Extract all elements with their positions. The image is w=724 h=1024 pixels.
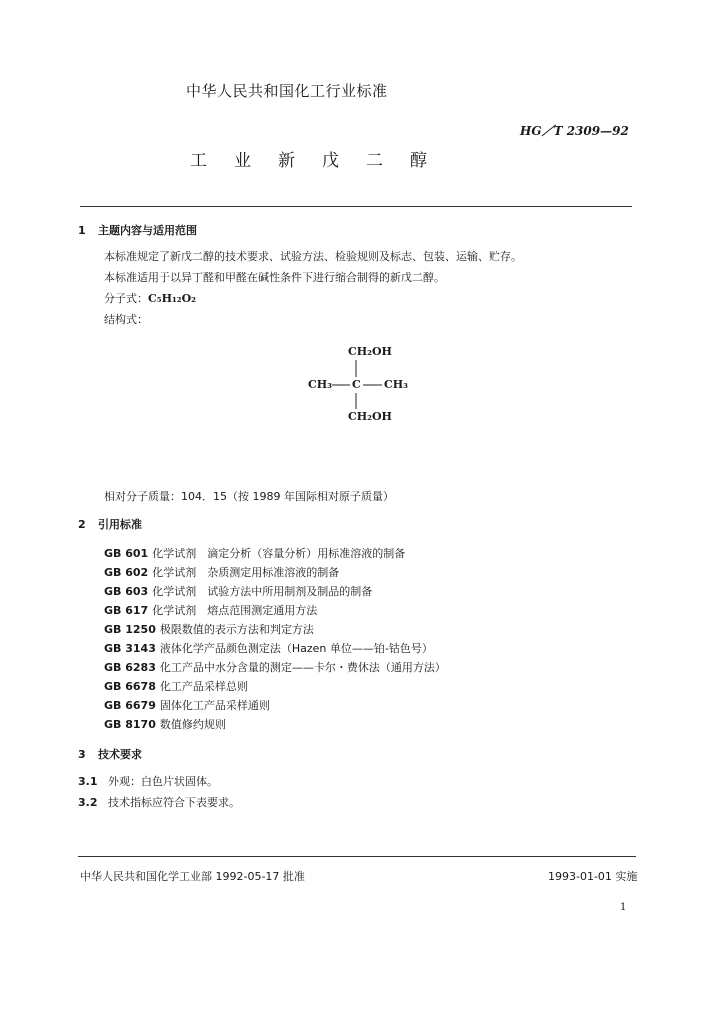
section-number: 3 bbox=[78, 748, 86, 761]
section-title: 引用标准 bbox=[98, 518, 142, 531]
reference-item bbox=[104, 564, 339, 580]
scope-paragraph-2: 本标准适用于以异丁醛和甲醛在碱性条件下进行缩合制得的新戊二醇。 bbox=[104, 271, 445, 284]
reference-title: 化工产品采样总则 bbox=[159, 680, 248, 693]
reference-code: GB 1250 bbox=[104, 623, 156, 636]
clause-number: 3.1 bbox=[78, 775, 98, 788]
clause-text: 外观：白色片状固体。 bbox=[108, 775, 218, 788]
structural-formula bbox=[300, 340, 420, 430]
scope-paragraph-1: 本标准规定了新戊二醇的技术要求、试验方法、检验规则及标志、包装、运输、贮存。 bbox=[104, 250, 522, 263]
reference-title: 化学试剂 滴定分析（容量分析）用标准溶液的制备 bbox=[152, 547, 406, 560]
reference-code: GB 6679 bbox=[104, 699, 156, 712]
top-divider bbox=[80, 206, 632, 207]
section-title: 技术要求 bbox=[98, 748, 142, 761]
reference-title: 化工产品中水分含量的测定——卡尔・费休法（通用方法） bbox=[159, 661, 446, 674]
footer-divider bbox=[78, 856, 636, 857]
formula-label: 分子式： bbox=[104, 292, 148, 305]
relative-molecular-mass: 相对分子质量：104．15（按 1989 年国际相对原子质量） bbox=[104, 490, 394, 503]
structure-top-group: CH₂OH bbox=[348, 345, 392, 358]
reference-item bbox=[104, 678, 248, 694]
section-number: 1 bbox=[78, 224, 86, 237]
reference-title: 化学试剂 熔点范围测定通用方法 bbox=[152, 604, 318, 617]
reference-code: GB 6283 bbox=[104, 661, 156, 674]
structure-label: 结构式： bbox=[104, 313, 148, 326]
standard-org-title: 中华人民共和国化工行业标准 bbox=[186, 82, 388, 100]
section-number: 2 bbox=[78, 518, 86, 531]
reference-item bbox=[104, 640, 433, 656]
molecular-formula bbox=[104, 290, 196, 306]
approval-line: 中华人民共和国化学工业部 1992-05-17 批准 bbox=[80, 870, 305, 883]
reference-code: GB 603 bbox=[104, 585, 149, 598]
reference-item bbox=[104, 583, 372, 599]
implementation-date: 1993-01-01 实施 bbox=[548, 870, 638, 883]
structure-right-group: CH₃ bbox=[384, 378, 408, 391]
structure-bonds bbox=[300, 340, 420, 430]
structure-left-group: CH₃ bbox=[308, 378, 332, 391]
section-title: 主题内容与适用范围 bbox=[98, 224, 197, 237]
reference-title: 化学试剂 杂质测定用标准溶液的制备 bbox=[152, 566, 340, 579]
clause-text: 技术指标应符合下表要求。 bbox=[108, 796, 240, 809]
reference-code: GB 602 bbox=[104, 566, 149, 579]
section-3-heading bbox=[78, 746, 142, 762]
reference-item bbox=[104, 697, 270, 713]
reference-code: GB 8170 bbox=[104, 718, 156, 731]
structure-center-atom: C bbox=[352, 378, 361, 391]
reference-title: 固体化工产品采样通则 bbox=[159, 699, 270, 712]
reference-code: GB 617 bbox=[104, 604, 149, 617]
reference-title: 极限数值的表示方法和判定方法 bbox=[159, 623, 314, 636]
formula-value: C₅H₁₂O₂ bbox=[148, 292, 197, 305]
reference-item bbox=[104, 545, 405, 561]
reference-title: 液体化学产品颜色测定法（Hazen 单位——铂-钴色号） bbox=[159, 642, 433, 655]
standard-code: HG／T 2309—92 bbox=[520, 124, 629, 138]
reference-code: GB 601 bbox=[104, 547, 149, 560]
reference-code: GB 3143 bbox=[104, 642, 156, 655]
section-1-heading bbox=[78, 222, 197, 238]
structure-bottom-group: CH₂OH bbox=[348, 410, 392, 423]
clause-3-1 bbox=[78, 773, 218, 789]
reference-title: 化学试剂 试验方法中所用制剂及制品的制备 bbox=[152, 585, 373, 598]
reference-item bbox=[104, 602, 317, 618]
clause-3-2 bbox=[78, 794, 240, 810]
page-number: 1 bbox=[620, 902, 627, 913]
section-2-heading bbox=[78, 516, 142, 532]
reference-item bbox=[104, 716, 226, 732]
reference-code: GB 6678 bbox=[104, 680, 156, 693]
reference-item bbox=[104, 621, 314, 637]
reference-item bbox=[104, 659, 446, 675]
clause-number: 3.2 bbox=[78, 796, 98, 809]
reference-title: 数值修约规则 bbox=[159, 718, 226, 731]
document-title: 工业新戊二醇 bbox=[190, 151, 454, 171]
